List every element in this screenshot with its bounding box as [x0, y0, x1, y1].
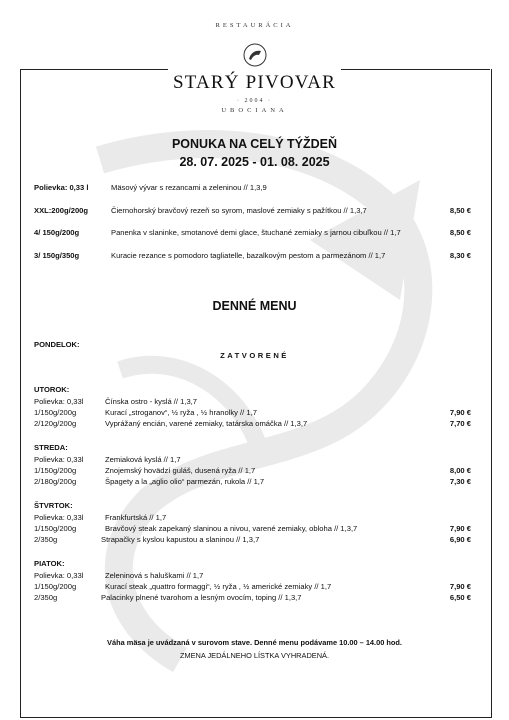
- daily-dish: Frankfurtská // 1,7: [105, 513, 167, 522]
- weekly-dish: Mäsový vývar s rezancami a zeleninou // 1,3,9: [111, 183, 267, 192]
- day-thursday: ŠTVRTOK:: [34, 501, 73, 510]
- day-tuesday: UTOROK:: [34, 385, 70, 394]
- monday-status: ZATVORENÉ: [220, 351, 289, 360]
- logo-bottom-text: UBOCIANA: [221, 107, 288, 114]
- weekly-price: 8,30 €: [449, 251, 471, 260]
- daily-price: 8,00 €: [449, 466, 471, 475]
- daily-portion: 1/150g/200g: [34, 524, 77, 533]
- daily-dish: Čínska ostro - kyslá // 1,3,7: [105, 397, 198, 406]
- day-friday: PIATOK:: [34, 559, 65, 568]
- daily-title: DENNÉ MENU: [212, 299, 297, 313]
- daily-dish: Zemiaková kyslá // 1,7: [105, 455, 181, 464]
- weekly-dates: 28. 07. 2025 - 01. 08. 2025: [179, 155, 330, 169]
- weekly-dish: Čiernohorský bravčový rezeň so syrom, maslové zemiaky s pažítkou // 1,3,7: [111, 206, 367, 215]
- weekly-price: 8,50 €: [449, 228, 471, 237]
- weekly-portion: 3/ 150g/350g: [34, 251, 80, 260]
- weekly-dish: Kuracie rezance s pomodoro tagliatelle, bazalkovým pestom a parmezánom // 1,7: [111, 251, 386, 260]
- weekly-portion: 4/ 150g/200g: [34, 228, 80, 237]
- weekly-dish: Panenka v slaninke, smotanové demi glace, štuchané zemiaky s jarnou cibuľkou // 1,7: [111, 228, 401, 237]
- daily-price: 6,50 €: [449, 593, 471, 602]
- footer-note: Váha mäsa je uvádzaná v surovom stave. Denné menu podávame 10.00 – 14.00 hod.: [107, 638, 402, 647]
- daily-portion: 1/150g/200g: [34, 466, 77, 475]
- daily-portion: Polievka: 0,33l: [34, 455, 84, 464]
- daily-price: 7,90 €: [449, 582, 471, 591]
- daily-dish: Znojemský hovädzí guláš, dusená ryža // 1,7: [105, 466, 256, 475]
- daily-dish: Špagety a la „aglio olio“ parmezán, rukola // 1,7: [105, 477, 265, 486]
- daily-portion: 2/350g: [34, 535, 58, 544]
- daily-dish: Strapačky s kyslou kapustou a slaninou // 1,3,7: [101, 535, 260, 544]
- daily-portion: 2/180g/200g: [34, 477, 77, 486]
- daily-dish: Vyprážaný encián, varené zemiaky, tatárska omáčka // 1,3,7: [105, 419, 308, 428]
- logo-top-text: RESTAURÁCIA: [215, 22, 294, 29]
- footer-disclaimer: ZMENA JEDÁLNEHO LÍSTKA VYHRADENÁ.: [179, 651, 330, 660]
- daily-dish: Bravčový steak zapekaný slaninou a nivou, varené zemiaky, obloha // 1,3,7: [105, 524, 358, 533]
- daily-portion: Polievka: 0,33l: [34, 571, 84, 580]
- daily-portion: 2/350g: [34, 593, 58, 602]
- daily-dish: Palacinky plnené tvarohom a lesným ovocím, toping // 1,3,7: [101, 593, 302, 602]
- daily-price: 6,90 €: [449, 535, 471, 544]
- day-monday: PONDELOK:: [34, 340, 80, 349]
- daily-price: 7,90 €: [449, 408, 471, 417]
- daily-portion: 1/150g/200g: [34, 582, 77, 591]
- daily-dish: Kurací „stroganov“, ½ ryža , ½ hranolky // 1,7: [105, 408, 257, 417]
- day-wednesday: STREDA:: [34, 443, 68, 452]
- daily-portion: 1/150g/200g: [34, 408, 77, 417]
- weekly-title: PONUKA NA CELÝ TÝŽDEŇ: [171, 137, 338, 151]
- restaurant-year: · 2004 ·: [237, 98, 272, 104]
- emblem-icon: [242, 42, 268, 68]
- weekly-portion: Polievka: 0,33 l: [34, 183, 89, 192]
- weekly-portion: XXL:200g/200g: [34, 206, 89, 215]
- daily-dish: Kurací steak „quattro formaggi“, ½ ryža , ½ americké zemiaky // 1,7: [105, 582, 332, 591]
- daily-portion: Polievka: 0,33l: [34, 397, 84, 406]
- daily-portion: 2/120g/200g: [34, 419, 77, 428]
- daily-dish: Zeleninová s haluškami // 1,7: [105, 571, 204, 580]
- daily-price: 7,90 €: [449, 524, 471, 533]
- restaurant-logo: [168, 18, 341, 118]
- restaurant-name: STARÝ PIVOVAR: [172, 72, 337, 93]
- daily-portion: Polievka: 0,33l: [34, 513, 84, 522]
- daily-price: 7,70 €: [449, 419, 471, 428]
- weekly-price: 8,50 €: [449, 206, 471, 215]
- daily-price: 7,30 €: [449, 477, 471, 486]
